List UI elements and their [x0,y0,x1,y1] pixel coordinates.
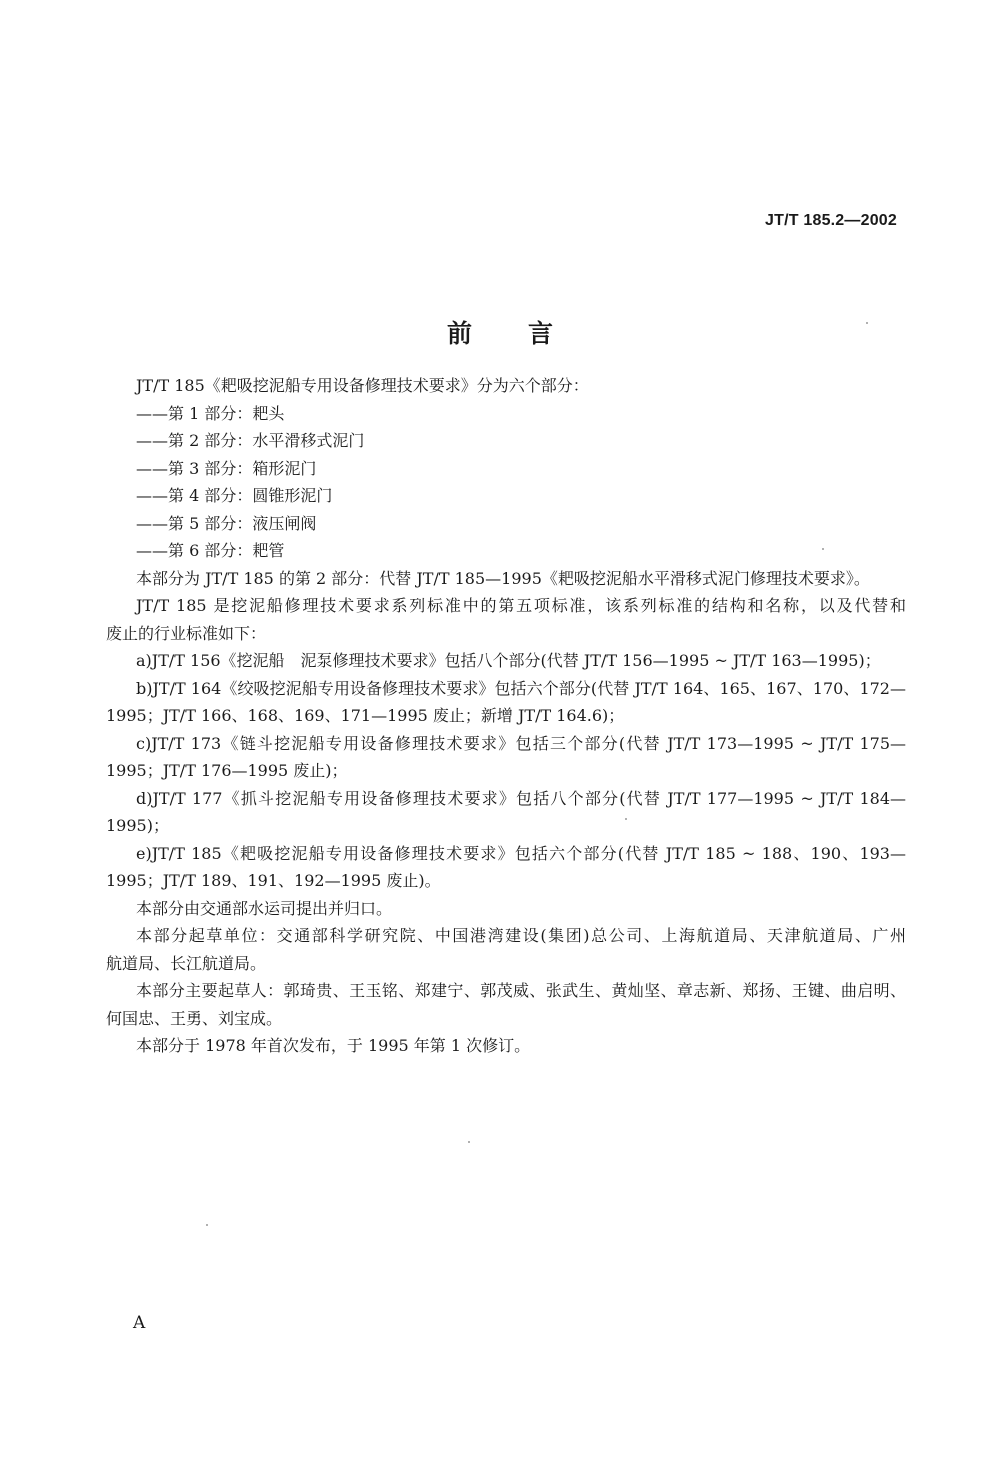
series-intro-line: JT/T 185 是挖泥船修理技术要求系列标准中的第五项标准，该系列标准的结构和名称，以及代替和 [136,596,906,615]
standard-code: JT/T 185.2—2002 [765,212,897,229]
page-number: A [133,1313,146,1333]
scan-speck [866,322,868,324]
list-item-d-continued: 1995)； [106,816,169,835]
drafting-units-line: 本部分起草单位：交通部科学研究院、中国港湾建设(集团)总公司、上海航道局、天津航道局、广州 [136,926,906,945]
scan-speck [625,818,627,820]
list-item-b: b)JT/T 164《绞吸挖泥船专用设备修理技术要求》包括六个部分(代替 JT/T 164、165、167、170、172— [136,678,906,698]
list-item-e-continued: 1995；JT/T 189、191、192—1995 废止)。 [106,871,441,890]
scan-speck [822,548,824,550]
part-item: ——第 5 部分：液压闸阀 [136,513,317,533]
replace-statement: 本部分为 JT/T 185 的第 2 部分：代替 JT/T 185—1995《耙吸挖泥船水平滑移式泥门修理技术要求》。 [136,568,870,588]
scan-speck [468,1141,470,1143]
foreword-body [106,372,906,1060]
proposed-by-paragraph: 本部分由交通部水运司提出并归口。 [136,898,393,918]
history-paragraph: 本部分于 1978 年首次发布，于 1995 年第 1 次修订。 [136,1036,531,1055]
list-item-b-continued: 1995；JT/T 166、168、169、171—1995 废止；新增 JT/T 164.6)； [106,706,625,725]
list-item-c-continued: 1995；JT/T 176—1995 废止)； [106,761,348,780]
part-item: ——第 2 部分：水平滑移式泥门 [136,431,365,450]
intro-paragraph: JT/T 185《耙吸挖泥船专用设备修理技术要求》分为六个部分： [136,376,589,395]
list-item-a: a)JT/T 156《挖泥船 泥泵修理技术要求》包括八个部分(代替 JT/T 156—1995 ~ JT/T 163—1995)； [136,651,881,670]
list-item-e: e)JT/T 185《耙吸挖泥船专用设备修理技术要求》包括六个部分(代替 JT/T 185 ~ 188、190、193— [136,843,906,863]
drafting-units-line: 航道局、长江航道局。 [106,953,267,973]
page-title: 前言 [446,319,609,348]
part-item: ——第 6 部分：耙管 [136,541,285,560]
series-intro-line: 废止的行业标准如下： [106,623,267,643]
drafters-line: 本部分主要起草人：郭琦贵、王玉铭、郑建宁、郭茂威、张武生、黄灿坚、章志新、郑扬、王键、曲启明、 [136,981,906,1000]
list-item-c: c)JT/T 173《链斗挖泥船专用设备修理技术要求》包括三个部分(代替 JT/T 173—1995 ~ JT/T 175— [136,733,906,753]
list-item-d: d)JT/T 177《抓斗挖泥船专用设备修理技术要求》包括八个部分(代替 JT/T 177—1995 ~ JT/T 184— [136,788,906,808]
drafters-line: 何国忠、王勇、刘宝成。 [106,1008,283,1028]
part-item: ——第 4 部分：圆锥形泥门 [136,486,333,505]
part-item: ——第 1 部分：耙头 [136,403,285,423]
scan-speck [206,1224,208,1226]
part-item: ——第 3 部分：箱形泥门 [136,458,317,478]
